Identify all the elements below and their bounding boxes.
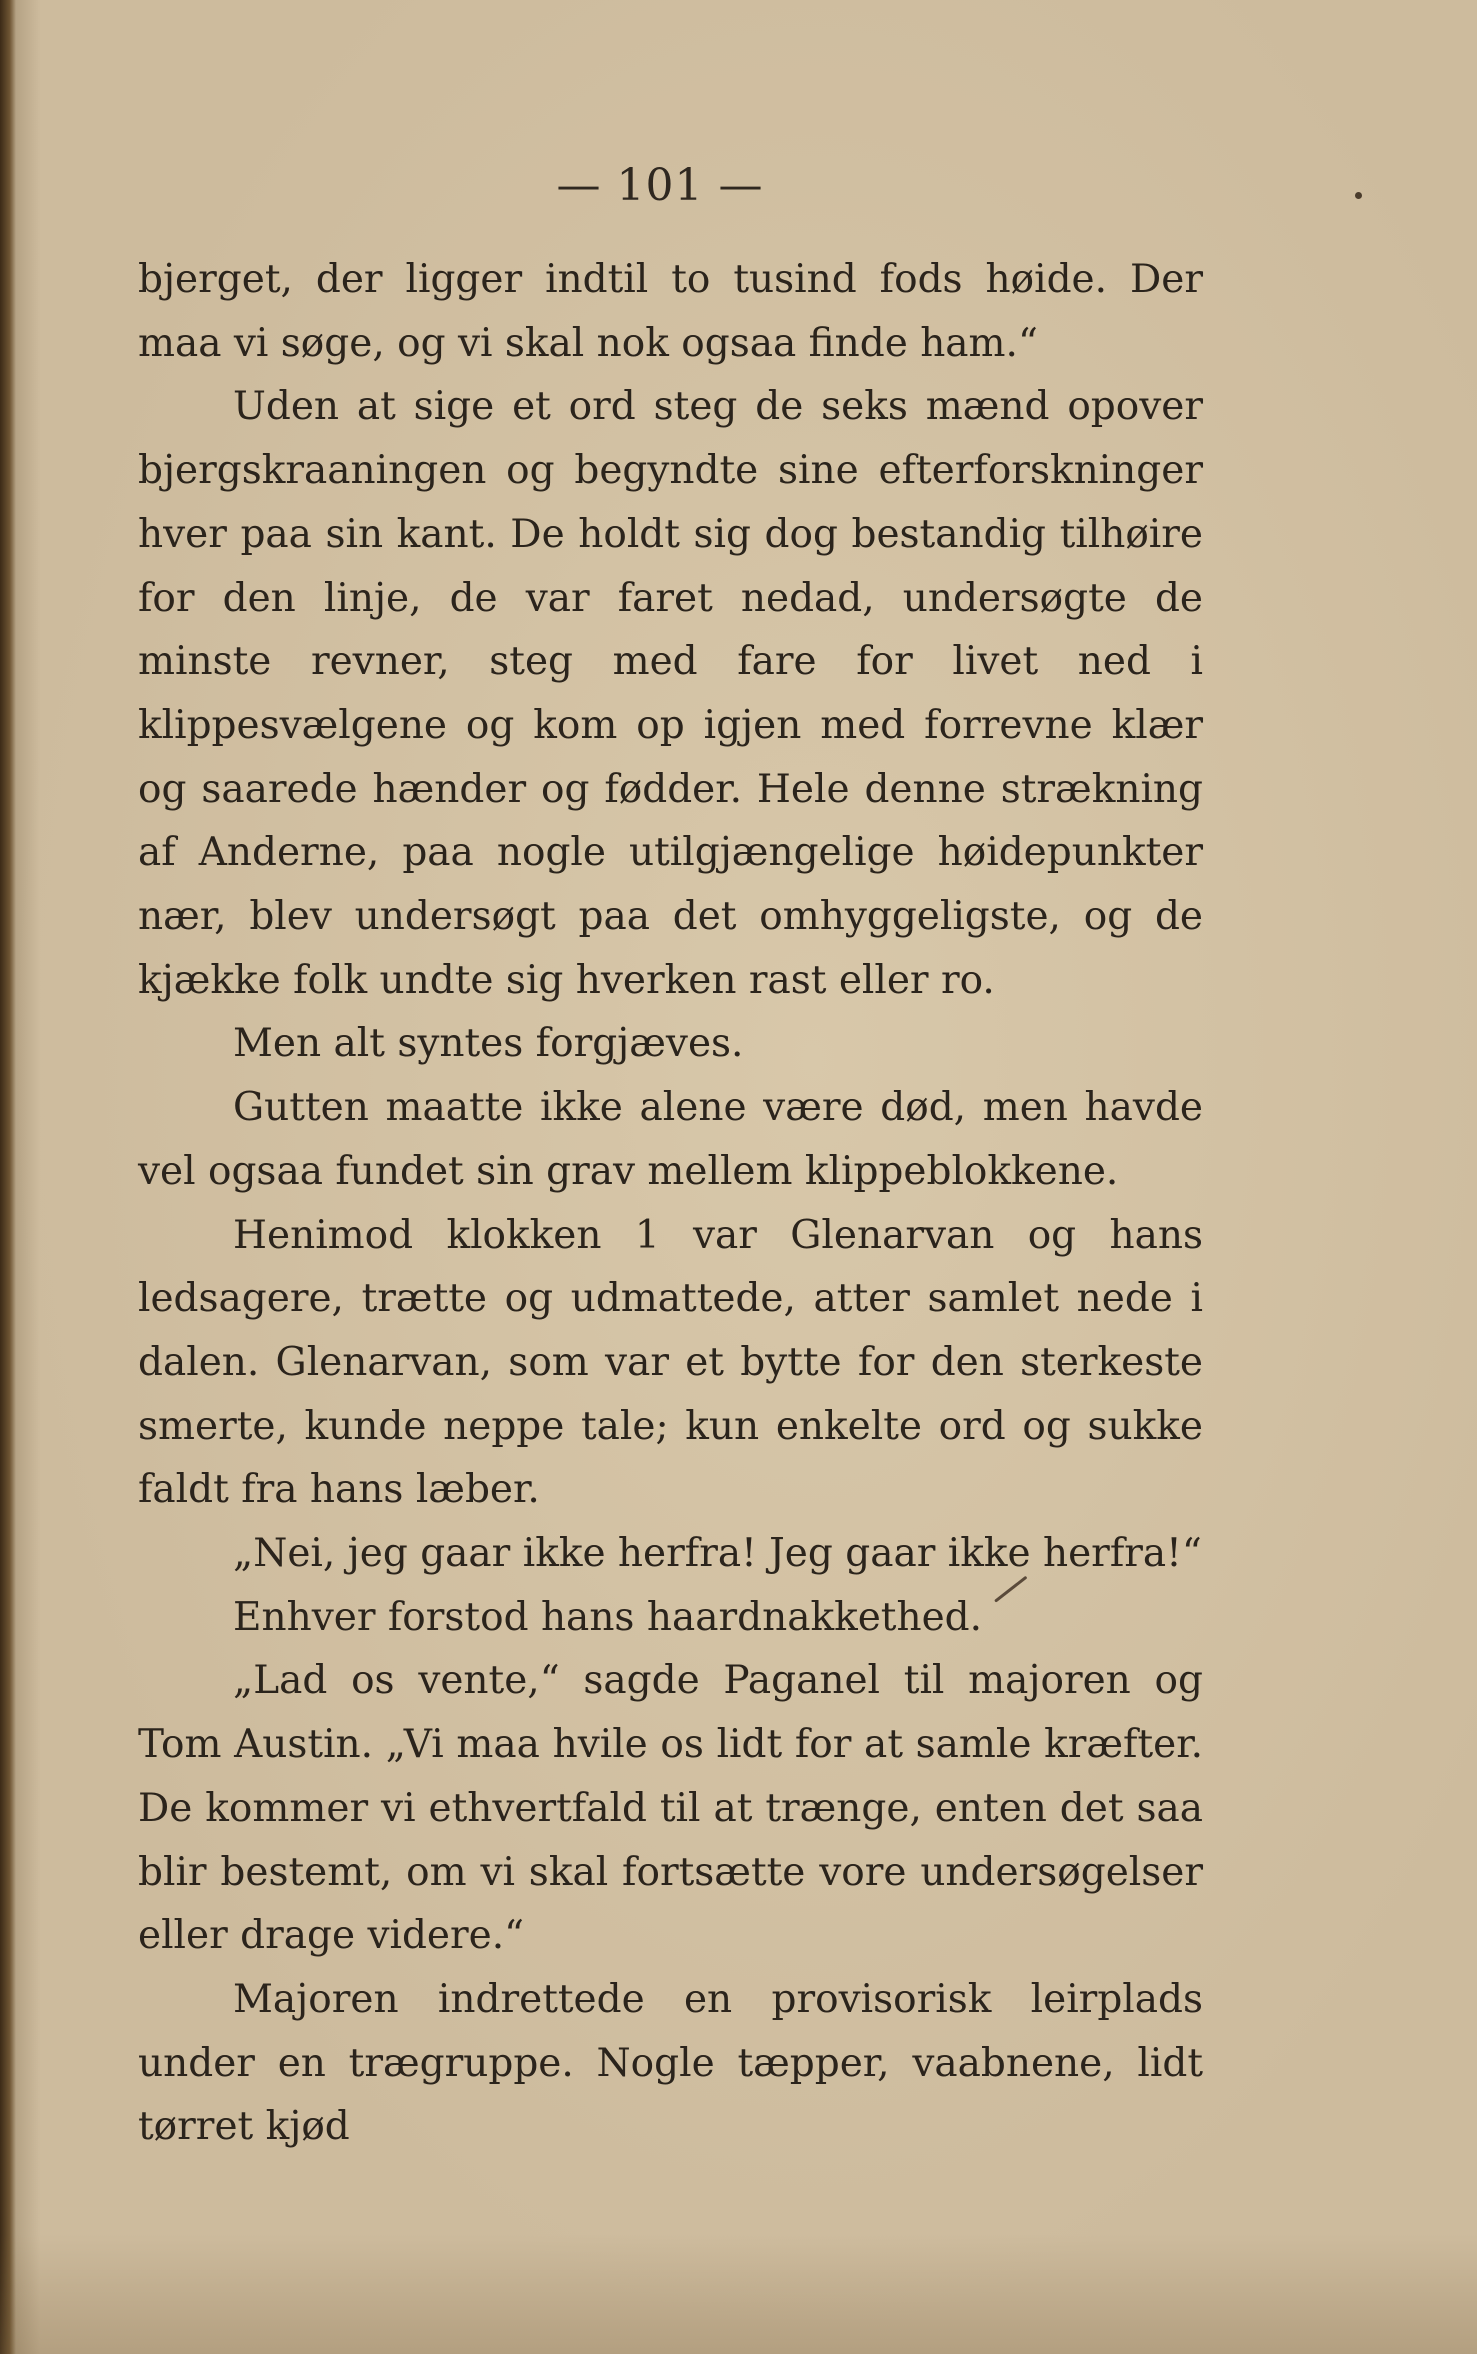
paragraph: bjerget, der ligger indtil to tusind fods høide. Der maa vi søge, og vi skal nok ogsaa finde ham.“: [138, 257, 1203, 366]
body-text: [138, 248, 1203, 2159]
paragraph: Majoren indrettede en provisorisk leirplads under en trægruppe. Nogle tæpper, vaabnene, lidt tørret kjød: [138, 1976, 1203, 2150]
page-bottom-shadow: [0, 2234, 1477, 2354]
paragraph: Uden at sige et ord steg de seks mænd opover bjergskraaningen og begyndte sine efterforskninger hver paa sin kant. De holdt sig dog bestandig tilhøire for den linje, de var faret nedad, undersøgte de minste revner, steg med fare for livet ned i klippesvælgene og kom op igjen med forrevne klær og saarede hænder og fødder. Hele denne strækning af Anderne, paa nogle utilgjængelige høidepunkter nær, blev undersøgt paa det omhyggeligste, og de kjække folk undte sig hverken rast eller ro.: [138, 384, 1203, 1003]
paragraph: Enhver forstod hans haardnakkethed.: [233, 1594, 983, 1640]
paragraph: Gutten maatte ikke alene være død, men havde vel ogsaa fundet sin grav mellem klippeblokkene.: [138, 1085, 1203, 1194]
paragraph: Henimod klokken 1 var Glenarvan og hans ledsagere, trætte og udmattede, atter samlet nede i dalen. Glenarvan, som var et bytte for den sterkeste smerte, kunde neppe tale; kun enkelte ord og sukke faldt fra hans læber.: [138, 1212, 1203, 1513]
paragraph: Men alt syntes forgjæves.: [233, 1021, 744, 1067]
paragraph: „Nei, jeg gaar ikke herfra! Jeg gaar ikke herfra!“: [233, 1531, 1202, 1577]
paragraph: „Lad os vente,“ sagde Paganel til majoren og Tom Austin. „Vi maa hvile os lidt for at samle kræfter. De kommer vi ethvertfald til at trænge, enten det saa blir bestemt, om vi skal fortsætte vore undersøgelser eller drage videre.“: [138, 1658, 1203, 1959]
page-number: — 101 —: [556, 160, 764, 211]
ink-dot: [1355, 192, 1362, 199]
book-spine-shadow: [0, 0, 16, 2354]
